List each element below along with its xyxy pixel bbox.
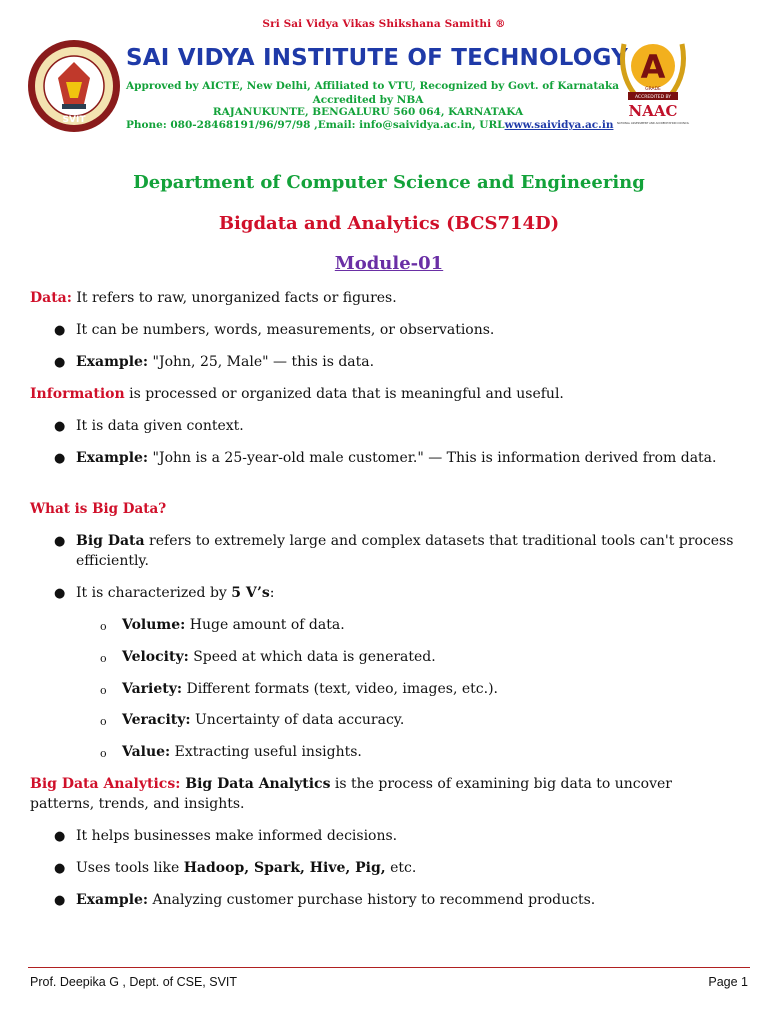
five-vs-bold: 5 V’s (231, 585, 270, 601)
bullet-icon: ● (54, 829, 66, 844)
example-label: Example: (76, 892, 149, 908)
v-label: Velocity: (122, 649, 189, 665)
institute-name: SAI VIDYA INSTITUTE OF TECHNOLOGY (126, 45, 628, 71)
circle-bullet-icon: o (100, 715, 107, 728)
bullet-icon: ● (54, 323, 66, 338)
website-link[interactable]: www.saividya.ac.in (504, 119, 614, 131)
v-text: Huge amount of data. (185, 617, 345, 633)
v-label: Volume: (122, 617, 186, 633)
naac-text: NAAC (628, 102, 678, 120)
naac-grade-word: GRADE (645, 87, 661, 92)
accreditation-line: Accredited by NBA (312, 94, 424, 106)
big-data-analytics-definition (30, 775, 740, 814)
tools-text: Uses tools like (76, 860, 184, 876)
bda-bold: Big Data Analytics (180, 776, 331, 792)
data-definition (30, 289, 740, 309)
big-data-text: refers to extremely large and complex datasets that traditional tools can't process efficiently. (76, 533, 734, 569)
svit-crest-logo (26, 38, 122, 134)
example-text: Analyzing customer purchase history to recommend products. (148, 892, 596, 908)
page-number: Page 1 (708, 975, 748, 989)
information-label: Information (30, 386, 125, 402)
section-heading-big-data: What is Big Data? (30, 501, 167, 517)
bullet-icon: ● (54, 893, 66, 908)
example-text: "John, 25, Male" — this is data. (148, 354, 375, 370)
naac-grade-letter: A (640, 48, 666, 86)
list-item-text: It helps businesses make informed decisions. (76, 828, 398, 844)
list-item-text: It can be numbers, words, measurements, or observations. (76, 322, 495, 338)
big-data-label: Big Data (76, 533, 145, 549)
approval-line: Approved by AICTE, New Delhi, Affiliated to VTU, Recognized by Govt. of Karnataka (126, 80, 620, 92)
contact-text: Phone: 080-28468191/96/97/98 ,Email: info@saividya.ac.in, URL (126, 119, 505, 131)
v-label: Value: (122, 744, 171, 760)
example-text: "John is a 25-year-old male customer." — This is information derived from data. (148, 450, 717, 466)
circle-bullet-icon: o (100, 652, 107, 665)
information-definition (30, 385, 740, 405)
tools-bold: Hadoop, Spark, Hive, Pig, (183, 860, 386, 876)
naac-accredited-text: ACCREDITED BY (634, 95, 672, 100)
bullet-icon: ● (54, 419, 66, 434)
course-title: Bigdata and Analytics (BCS714D) (218, 213, 560, 234)
circle-bullet-icon: o (100, 747, 107, 760)
bullet-icon: ● (54, 355, 66, 370)
v-text: Uncertainty of data accuracy. (190, 712, 405, 728)
module-title: Module-01 (334, 253, 444, 274)
circle-bullet-icon: o (100, 684, 107, 697)
bullet-icon: ● (54, 861, 66, 876)
five-vs-end: : (269, 585, 275, 601)
naac-council-text: NATIONAL ASSESSMENT AND ACCREDITATION COUNCIL (616, 122, 690, 125)
address-line: RAJANUKUNTE, BENGALURU 560 064, KARNATAKA (212, 106, 524, 118)
naac-a-grade-badge (614, 34, 692, 134)
tools-end: etc. (385, 860, 417, 876)
data-label: Data: (30, 290, 72, 306)
v-text: Different formats (text, video, images, etc.). (182, 681, 498, 697)
data-text: It refers to raw, unorganized facts or figures. (71, 290, 397, 306)
v-label: Variety: (122, 681, 183, 697)
bullet-icon: ● (54, 451, 66, 466)
v-text: Extracting useful insights. (170, 744, 362, 760)
bullet-icon: ● (54, 586, 66, 601)
trust-name: Sri Sai Vidya Vikas Shikshana Samithi ® (262, 18, 506, 30)
footer-divider (28, 967, 750, 968)
bullet-icon: ● (54, 534, 66, 549)
example-label: Example: (76, 450, 149, 466)
contact-line (126, 119, 614, 131)
bda-text: is the process of examining big data to uncover patterns, trends, and insights. (30, 776, 672, 812)
footer-author: Prof. Deepika G , Dept. of CSE, SVIT (30, 975, 238, 989)
example-label: Example: (76, 354, 149, 370)
v-text: Speed at which data is generated. (188, 649, 436, 665)
list-item-text: It is data given context. (76, 418, 244, 434)
bda-label: Big Data Analytics: (30, 776, 181, 792)
v-label: Veracity: (122, 712, 191, 728)
five-vs-text: It is characterized by (76, 585, 232, 601)
information-text: is processed or organized data that is meaningful and useful. (124, 386, 564, 402)
department-title: Department of Computer Science and Engineering (133, 172, 645, 193)
circle-bullet-icon: o (100, 620, 107, 633)
svit-logo-text: SVIT (62, 115, 86, 125)
